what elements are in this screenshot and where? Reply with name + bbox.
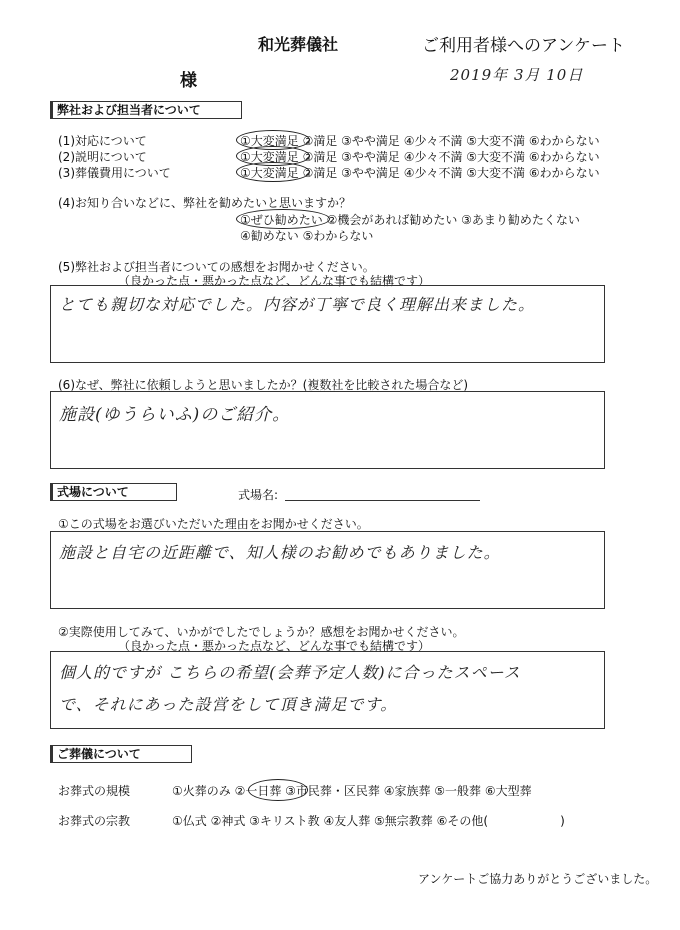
venue-q2-hint: （良かった点・悪かった点など、どんな事でも結構です） [118,639,431,653]
selection-circle-q4 [236,209,330,229]
rating-label-2: (2)説明について [58,150,147,164]
q6-question: (6)なぜ、弊社に依頼しようと思いましたか？(複数社を比較された場合など) [58,378,469,392]
venue-q2-answer-box[interactable] [50,651,605,729]
q4-options-line1: ①ぜひ勧めたい ②機会があれば勧めたい ③あまり勧めたくない [240,213,580,227]
date-handwritten: 2019年 3月 10日 [450,66,584,84]
q4-question: (4)お知り合いなどに、弊社を勧めたいと思いますか？ [58,196,352,210]
venue-name-field[interactable] [285,500,480,501]
section-heading-venue-label: 式場について [57,485,129,499]
honorific: 様 [180,71,197,91]
q6-answer: 施設(ゆうらいふ)のご紹介。 [59,405,291,425]
survey-title: ご利用者様へのアンケート [422,36,625,56]
funeral-scale-options: ①火葬のみ ②一日葬 ③市民葬・区民葬 ④家族葬 ⑤一般葬 ⑥大型葬 [172,784,532,798]
selection-circle-scale [248,779,308,801]
q6-answer-box[interactable] [50,391,605,469]
funeral-religion-label: お葬式の宗教 [58,814,131,828]
q4-options-line2: ④勧めない ⑤わからない [240,229,374,243]
section-heading-venue [50,483,177,501]
rating-options-1: ①大変満足 ②満足 ③やや満足 ④少々不満 ⑤大変不満 ⑥わからない [240,134,600,148]
rating-label-1: (1)対応について [58,134,147,148]
venue-q1-question: ①この式場をお選びいただいた理由をお聞かせください。 [58,517,369,531]
funeral-religion-options: ①仏式 ②神式 ③キリスト教 ④友人葬 ⑤無宗教葬 ⑥その他( ) [172,814,565,828]
venue-q2-question: ②実際使用してみて、いかがでしたでしょうか？感想をお聞かせください。 [58,625,465,639]
funeral-scale-label: お葬式の規模 [58,784,131,798]
section-heading-funeral-label: ご葬儀について [57,747,141,761]
venue-q1-answer-box[interactable] [50,531,605,609]
venue-q1-answer: 施設と自宅の近距離で、知人様のお勧めでもありました。 [59,543,501,562]
q5-question: (5)弊社および担当者についての感想をお聞かせください。 [58,260,375,274]
venue-q2-answer-line1: 個人的ですが こちらの希望(会葬予定人数)に合ったスペース [59,663,521,682]
venue-name-label: 式場名: [238,488,279,502]
section-heading-company [50,101,242,119]
section-heading-company-label: 弊社および担当者について [57,103,201,117]
venue-q2-answer-line2: で、それにあった設営をして頂き満足です。 [59,695,398,714]
rating-options-2: ①大変満足 ②満足 ③やや満足 ④少々不満 ⑤大変不満 ⑥わからない [240,150,600,164]
q5-answer: とても親切な対応でした。内容が丁寧で良く理解出来ました。 [59,295,536,314]
q5-hint: （良かった点・悪かった点など、どんな事でも結構です） [118,274,431,288]
q5-answer-box[interactable] [50,285,605,363]
section-heading-funeral [50,745,192,763]
rating-options-3: ①大変満足 ②満足 ③やや満足 ④少々不満 ⑤大変不満 ⑥わからない [240,166,600,180]
selection-circle-3 [236,162,310,182]
thanks-message: アンケートご協力ありがとうございました。 [418,872,658,886]
company-name: 和光葬儀社 [258,35,339,54]
rating-label-3: (3)葬儀費用について [58,166,171,180]
